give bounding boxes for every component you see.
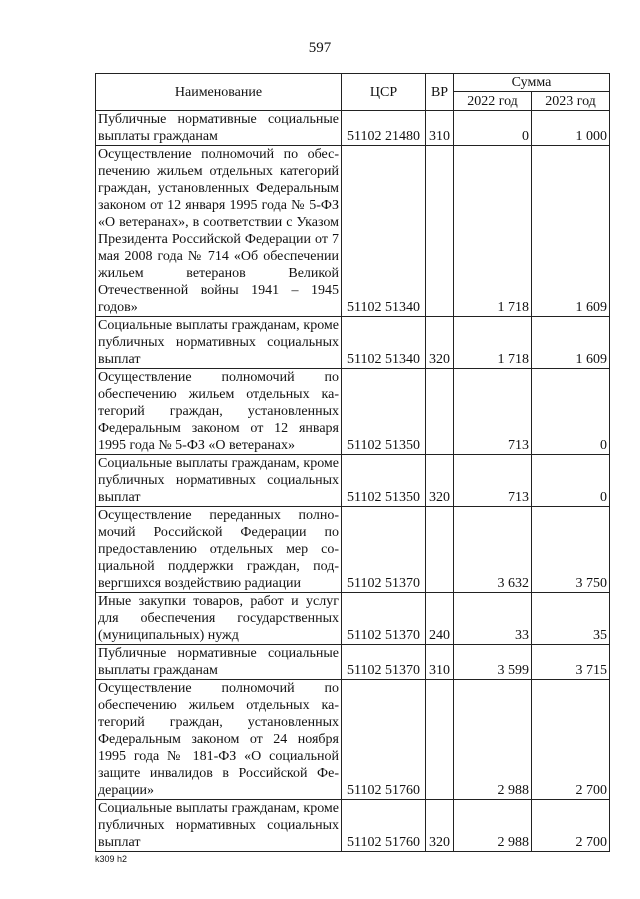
row-csr: 51102 51340 — [342, 146, 426, 317]
row-name: Публичные нормативные социальные выплаты гражданам — [96, 111, 342, 146]
row-sum-2023: 0 — [532, 369, 610, 455]
row-sum-2023: 35 — [532, 593, 610, 645]
table-row — [96, 455, 610, 507]
row-sum-2022: 2 988 — [454, 800, 532, 852]
row-csr: 51102 51370 — [342, 645, 426, 680]
row-sum-2023: 3 750 — [532, 507, 610, 593]
row-vr: 320 — [426, 317, 454, 369]
row-vr: 320 — [426, 800, 454, 852]
row-csr: 51102 51350 — [342, 455, 426, 507]
header-csr: ЦСР — [342, 74, 426, 111]
row-name: Осуществление полномочий по обеспечению жильем отдельных категорий граждан, установленных Федеральным законом от 24 ноября 1995 года № 181-ФЗ «О социальной защите инвалидов в Российской Федерации» — [96, 680, 342, 800]
row-sum-2023: 2 700 — [532, 800, 610, 852]
row-vr: 240 — [426, 593, 454, 645]
row-sum-2022: 2 988 — [454, 680, 532, 800]
header-vr: ВР — [426, 74, 454, 111]
row-name: Социальные выплаты гражданам, кроме публичных нормативных социальных выплат — [96, 317, 342, 369]
row-vr — [426, 369, 454, 455]
table-row — [96, 507, 610, 593]
row-sum-2023: 1 609 — [532, 146, 610, 317]
row-name: Осуществление полномочий по обеспечению жильем отдельных категорий граждан, установленных Федеральным законом от 12 января 1995 года № 5-ФЗ «О ветеранах», в соответствии с Указом Президента Российской Федерации от 7 мая 2008 года № 714 «Об обеспечении жильем ветеранов Великой Отечественной войны 1941 – 1945 годов» — [96, 146, 342, 317]
row-vr: 310 — [426, 645, 454, 680]
row-name: Осуществление переданных полномочий Российской Федерации по предоставлению отдельных мер социальной поддержки граждан, подвергшихся воздействию радиации — [96, 507, 342, 593]
table-row — [96, 146, 610, 317]
row-sum-2023: 1 000 — [532, 111, 610, 146]
row-csr: 51102 51370 — [342, 507, 426, 593]
row-sum-2022: 3 599 — [454, 645, 532, 680]
row-sum-2022: 1 718 — [454, 146, 532, 317]
table-row — [96, 593, 610, 645]
row-name: Публичные нормативные социальные выплаты гражданам — [96, 645, 342, 680]
table-row — [96, 369, 610, 455]
header-year-2023: 2023 год — [532, 92, 610, 111]
row-sum-2022: 0 — [454, 111, 532, 146]
table-row — [96, 800, 610, 852]
row-vr: 310 — [426, 111, 454, 146]
row-name: Осуществление полномочий по обеспечению жильем отдельных категорий граждан, установленных Федеральным законом от 12 января 1995 года № 5-ФЗ «О ветеранах» — [96, 369, 342, 455]
table-row — [96, 645, 610, 680]
budget-table — [95, 73, 610, 852]
row-vr: 320 — [426, 455, 454, 507]
page-number: 597 — [308, 40, 332, 56]
row-csr: 51102 51760 — [342, 680, 426, 800]
row-sum-2022: 33 — [454, 593, 532, 645]
row-csr: 51102 51350 — [342, 369, 426, 455]
row-sum-2022: 713 — [454, 369, 532, 455]
header-sum: Сумма — [454, 74, 610, 92]
header-name: Наименование — [96, 74, 342, 111]
row-csr: 51102 21480 — [342, 111, 426, 146]
table-row — [96, 317, 610, 369]
row-vr — [426, 680, 454, 800]
row-name: Иные закупки товаров, работ и услуг для обеспечения государственных (муниципальных) нужд — [96, 593, 342, 645]
row-sum-2023: 1 609 — [532, 317, 610, 369]
row-sum-2023: 3 715 — [532, 645, 610, 680]
row-csr: 51102 51760 — [342, 800, 426, 852]
row-csr: 51102 51340 — [342, 317, 426, 369]
row-sum-2023: 0 — [532, 455, 610, 507]
row-vr — [426, 507, 454, 593]
row-csr: 51102 51370 — [342, 593, 426, 645]
row-vr — [426, 146, 454, 317]
row-name: Социальные выплаты гражданам, кроме публичных нормативных социальных выплат — [96, 800, 342, 852]
row-sum-2022: 3 632 — [454, 507, 532, 593]
table-row — [96, 111, 610, 146]
table-row — [96, 680, 610, 800]
row-sum-2023: 2 700 — [532, 680, 610, 800]
footer-code: k309 h2 — [95, 854, 128, 864]
row-sum-2022: 1 718 — [454, 317, 532, 369]
row-sum-2022: 713 — [454, 455, 532, 507]
header-year-2022: 2022 год — [454, 92, 532, 111]
row-name: Социальные выплаты гражданам, кроме публичных нормативных социальных выплат — [96, 455, 342, 507]
